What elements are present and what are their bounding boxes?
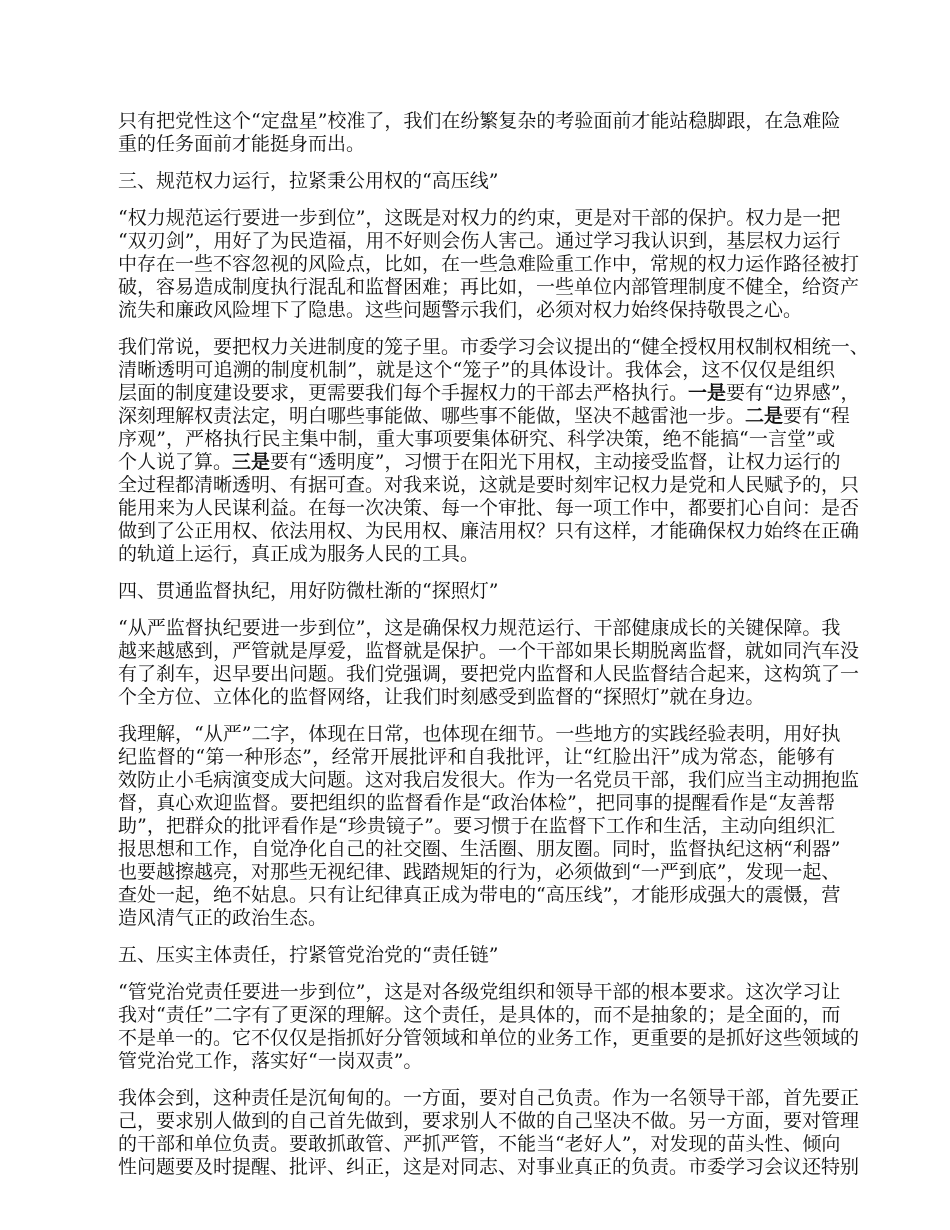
- text-line: “权力规范运行要进一步到位”，这既是对权力的约束，更是对干部的保护。权力是一把: [118, 207, 841, 229]
- text-line: 个人说了算。三是要有“透明度”，习惯于在阳光下用权，主动接受监督，让权力运行的: [118, 451, 841, 473]
- text-line: 破，容易造成制度执行混乱和监督困难；再比如，一些单位内部管理制度不健全，给资产: [118, 276, 860, 298]
- text-line: 报思想和工作，自觉净化自己的社交圈、生活圈、朋友圈。同时，监督执纪这柄“利器”: [118, 838, 841, 860]
- text-line: 重的任务面前才能挺身而出。: [118, 133, 366, 155]
- text-line: 流失和廉政风险埋下了隐患。这些问题警示我们，必须对权力始终保持敬畏之心。: [118, 299, 803, 321]
- text-line: 己，要求别人做到的自己首先做到，要求别人不做的自己坚决不做。另一方面，要对管理: [118, 1110, 860, 1132]
- paragraph: [118, 981, 860, 1073]
- paragraph: [118, 207, 860, 322]
- paragraph: [118, 617, 860, 709]
- text-line: 三、规范权力运行，拉紧秉公用权的“高压线”: [118, 170, 499, 192]
- emphasis: 三是: [232, 451, 271, 473]
- text-line: “管党治党责任要进一步到位”，这是对各级党组织和领导干部的根本要求。这次学习让: [118, 981, 841, 1003]
- text-line: 层面的制度建设要求，更需要我们每个手握权力的干部去严格执行。一是要有“边界感”，: [118, 382, 860, 404]
- section-heading: [118, 580, 835, 603]
- text-line: 我对“责任”二字有了更深的理解。这个责任，是具体的，而不是抽象的；是全面的，而: [118, 1004, 841, 1026]
- text-line: 我理解，“从严”二字，体现在日常，也体现在细节。一些地方的实践经验表明，用好执: [118, 723, 841, 745]
- text-line: 中存在一些不容忽视的风险点，比如，在一些急难险重工作中，常规的权力运作路径被打: [118, 253, 860, 275]
- text-line: 查处一起，绝不姑息。只有让纪律真正成为带电的“高压线”，才能形成强大的震慑，营: [118, 884, 841, 906]
- text-line: 性问题要及时提醒、批评、纠正，这是对同志、对事业真正的负责。市委学习会议还特别: [118, 1156, 860, 1178]
- section-heading: [118, 944, 835, 967]
- text-line: 序观”，严格执行民主集中制，重大事项要集体研究、科学决策，绝不能搞“一言堂”或: [118, 428, 835, 450]
- emphasis: 一是: [688, 382, 727, 404]
- text-line: 纪监督的“第一种形态”，经常开展批评和自我批评，让“红脸出汗”成为常态，能够有: [118, 746, 835, 768]
- text-line: “双刃剑”，用好了为民造福，用不好则会伤人害己。通过学习我认识到，基层权力运行: [118, 230, 841, 252]
- text-line: 我们常说，要把权力关进制度的笼子里。市委学习会议提出的“健全授权用权制权相统一、: [118, 336, 869, 358]
- text-line: 不是单一的。它不仅仅是指抓好分管领域和单位的业务工作，更重要的是抓好这些领域的: [118, 1027, 860, 1049]
- emphasis: 二是: [745, 405, 784, 427]
- paragraph: [118, 723, 860, 930]
- text-line: 全过程都清晰透明、有据可查。对我来说，这就是要时刻牢记权力是党和人民赋予的，只: [118, 474, 860, 496]
- document-body: [118, 110, 869, 1193]
- paragraph: [118, 336, 869, 566]
- text-line: 效防止小毛病演变成大问题。这对我启发很大。作为一名党员干部，我们应当主动拥抱监: [118, 769, 860, 791]
- text-line: 清晰透明可追溯的制度机制”，就是这个“笼子”的具体设计。我体会，这不仅仅是组织: [118, 359, 835, 381]
- text-line: 做到了公正用权、依法用权、为民用权、廉洁用权？只有这样，才能确保权力始终在正确: [118, 520, 860, 542]
- text-line: 能用来为人民谋利益。在每一次决策、每一个审批、每一项工作中，都要扪心自问：是否: [118, 497, 860, 519]
- text-line: 五、压实主体责任，拧紧管党治党的“责任链”: [118, 944, 499, 966]
- text-line: 深刻理解权责法定，明白哪些事能做、哪些事不能做，坚决不越雷池一步。二是要有“程: [118, 405, 850, 427]
- paragraph: [118, 1087, 860, 1179]
- text-line: 个全方位、立体化的监督网络，让我们时刻感受到监督的“探照灯”就在身边。: [118, 686, 765, 708]
- text-line: 只有把党性这个“定盘星”校准了，我们在纷繁复杂的考验面前才能站稳脚跟，在急难险: [118, 110, 841, 132]
- text-line: 造风清气正的政治生态。: [118, 907, 328, 929]
- text-line: 的轨道上运行，真正成为服务人民的工具。: [118, 543, 480, 565]
- paragraph: [118, 110, 841, 156]
- text-line: 有了刹车，迟早要出问题。我们党强调，要把党内监督和人民监督结合起来，这构筑了一: [118, 663, 860, 685]
- text-line: 助”，把群众的批评看作是“珍贵镜子”。要习惯于在监督下工作和生活，主动向组织汇: [118, 815, 835, 837]
- text-line: 督，真心欢迎监督。要把组织的监督看作是“政治体检”，把同事的提醒看作是“友善帮: [118, 792, 835, 814]
- section-heading: [118, 170, 835, 193]
- text-line: 管党治党工作，落实好“一岗双责”。: [118, 1050, 423, 1072]
- text-line: 也要越擦越亮，对那些无视纪律、践踏规矩的行为，必须做到“一严到底”，发现一起、: [118, 861, 841, 883]
- text-line: 越来越感到，严管就是厚爱，监督就是保护。一个干部如果长期脱离监督，就如同汽车没: [118, 640, 860, 662]
- text-line: “从严监督执纪要进一步到位”，这是确保权力规范运行、干部健康成长的关键保障。我: [118, 617, 841, 639]
- text-line: 我体会到，这种责任是沉甸甸的。一方面，要对自己负责。作为一名领导干部，首先要正: [118, 1087, 860, 1109]
- text-line: 四、贯通监督执纪，用好防微杜渐的“探照灯”: [118, 580, 499, 602]
- text-line: 的干部和单位负责。要敢抓敢管、严抓严管，不能当“老好人”，对发现的苗头性、倾向: [118, 1133, 841, 1155]
